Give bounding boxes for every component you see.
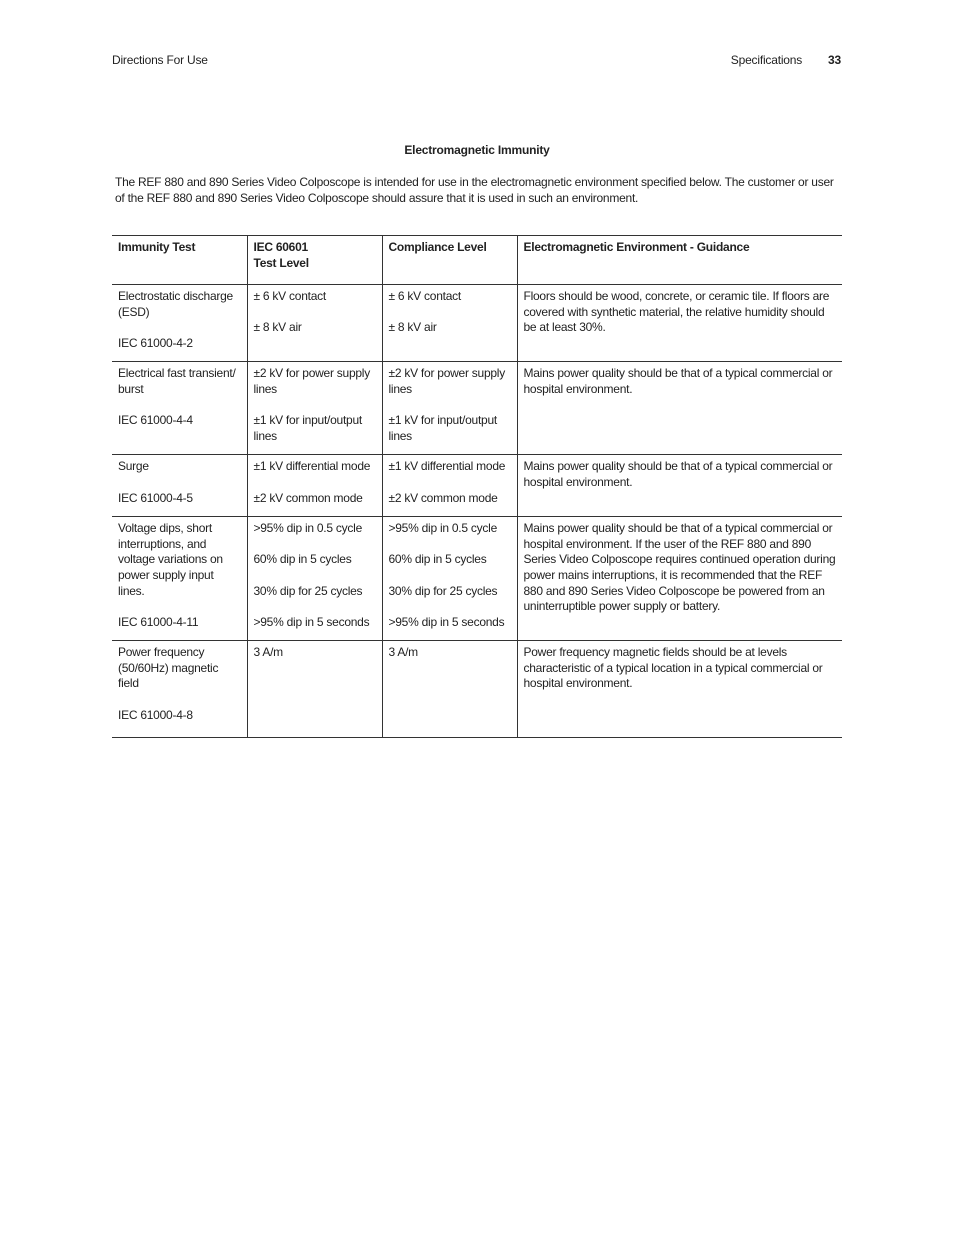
cell-paragraph: ±2 kV common mode <box>253 490 363 505</box>
header-test-level <box>247 236 382 285</box>
intro-paragraph: The REF 880 and 890 Series Video Colposcope is intended for use in the electromagnetic environment specified below. The customer or user of the REF 880 and 890 Series Video Colposcope should assure that it is used in such an environment. <box>115 175 834 205</box>
table-row <box>112 285 842 362</box>
running-header-right <box>731 53 841 67</box>
cell-paragraph: ±1 kV for input/output lines <box>388 413 497 443</box>
page-number: 33 <box>828 53 841 67</box>
cell-guidance: Mains power quality should be that of a typical commercial or hospital environment. If the user of the REF 880 and 890 Series Video Colposcope requires continued operation during power mains interruptions, it is recommended that the REF 880 and 890 Series Video Colposcope be powered from an uninterruptible power supply or battery. <box>517 517 842 641</box>
cell-compliance-level <box>382 455 517 517</box>
cell-paragraph: IEC 61000-4-11 <box>118 614 199 629</box>
cell-guidance: Mains power quality should be that of a typical commercial or hospital environment. <box>517 362 842 455</box>
section-title: Electromagnetic Immunity <box>404 143 550 157</box>
cell-test-level <box>247 641 382 738</box>
cell-paragraph: IEC 61000-4-4 <box>118 413 193 428</box>
cell-paragraph: Voltage dips, short interruptions, and voltage variations on power supply input lines. <box>118 521 223 598</box>
cell-paragraph: Electrostatic discharge (ESD) <box>118 289 233 319</box>
header-compliance-level: Compliance Level <box>382 236 517 285</box>
header-guidance: Electromagnetic Environment - Guidance <box>517 236 842 285</box>
header-immunity-test: Immunity Test <box>112 236 247 285</box>
header-test-level-line1: IEC 60601 <box>253 240 308 254</box>
cell-compliance-level <box>382 285 517 362</box>
cell-paragraph: ±2 kV common mode <box>388 490 498 505</box>
cell-guidance: Floors should be wood, concrete, or ceramic tile. If floors are covered with synthetic material, the relative humidity should be at least 30%. <box>517 285 842 362</box>
table-row <box>112 517 842 641</box>
cell-paragraph: 3 A/m <box>253 645 283 660</box>
cell-paragraph: >95% dip in 0.5 cycle <box>388 521 497 536</box>
cell-paragraph: ± 6 kV contact <box>388 289 461 303</box>
cell-paragraph: >95% dip in 0.5 cycle <box>253 521 362 536</box>
cell-paragraph: IEC 61000-4-2 <box>118 335 193 350</box>
cell-test-level <box>247 455 382 517</box>
running-header-section: Specifications <box>730 53 803 67</box>
cell-paragraph: 60% dip in 5 cycles <box>388 552 487 567</box>
table-header-row <box>112 236 842 285</box>
cell-test-level <box>247 362 382 455</box>
cell-guidance: Power frequency magnetic fields should be at levels characteristic of a typical location in a typical commercial or hospital environment. <box>517 641 842 738</box>
cell-paragraph: ± 8 kV air <box>388 320 437 335</box>
cell-paragraph: ±1 kV differential mode <box>388 459 506 474</box>
cell-paragraph: IEC 61000-4-8 <box>118 707 193 722</box>
cell-paragraph: ±2 kV for power supply lines <box>388 366 505 396</box>
cell-paragraph: >95% dip in 5 seconds <box>253 614 370 629</box>
running-header-title: Directions For Use <box>112 53 208 67</box>
cell-paragraph: ±1 kV for input/output lines <box>253 413 362 443</box>
cell-guidance: Mains power quality should be that of a typical commercial or hospital environment. <box>517 455 842 517</box>
cell-paragraph: IEC 61000-4-5 <box>118 490 193 505</box>
cell-compliance-level <box>382 362 517 455</box>
cell-paragraph: 30% dip for 25 cycles <box>253 583 363 598</box>
table-row <box>112 455 842 517</box>
cell-test-level <box>247 285 382 362</box>
cell-compliance-level <box>382 517 517 641</box>
table-row <box>112 641 842 738</box>
cell-paragraph: Surge <box>118 459 149 474</box>
cell-immunity-test <box>112 362 247 455</box>
cell-immunity-test <box>112 455 247 517</box>
cell-immunity-test <box>112 641 247 738</box>
cell-paragraph: ±2 kV for power supply lines <box>253 366 370 396</box>
cell-immunity-test <box>112 517 247 641</box>
cell-paragraph: Electrical fast transient/ burst <box>118 366 236 396</box>
cell-paragraph: 30% dip for 25 cycles <box>388 583 498 598</box>
header-test-level-line2: Test Level <box>253 255 309 270</box>
cell-paragraph: ±1 kV differential mode <box>253 459 371 474</box>
cell-paragraph: >95% dip in 5 seconds <box>388 614 505 629</box>
cell-compliance-level <box>382 641 517 738</box>
cell-paragraph: 3 A/m <box>388 645 418 660</box>
cell-immunity-test <box>112 285 247 362</box>
cell-paragraph: 60% dip in 5 cycles <box>253 552 352 567</box>
cell-test-level <box>247 517 382 641</box>
table-row <box>112 362 842 455</box>
cell-paragraph: Power frequency (50/60Hz) magnetic field <box>118 645 219 691</box>
immunity-table <box>112 235 842 738</box>
cell-paragraph: ± 8 kV air <box>253 320 302 335</box>
cell-paragraph: ± 6 kV contact <box>253 289 326 303</box>
